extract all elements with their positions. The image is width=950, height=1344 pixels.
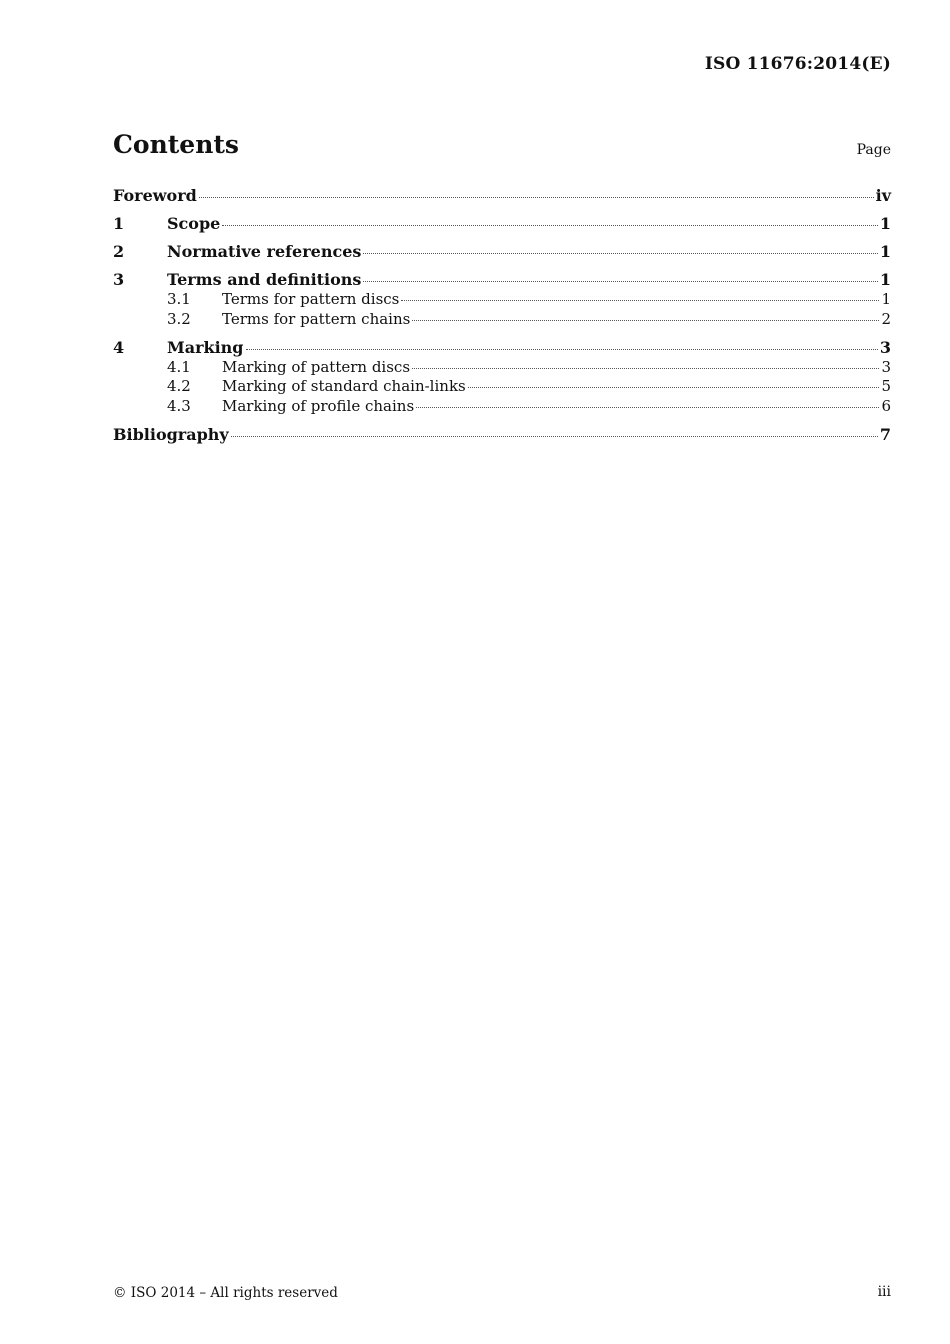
toc-entry-title: Terms and definitions — [167, 270, 362, 289]
toc-dot-leader — [412, 320, 879, 321]
document-header-id: ISO 11676:2014(E) — [704, 54, 891, 74]
toc-entry-title: Marking of pattern discs — [222, 357, 411, 376]
toc-dot-leader — [468, 387, 880, 388]
toc-entry-title: Marking — [167, 337, 244, 357]
toc-dot-leader — [416, 407, 879, 408]
toc-entry-number: 1 — [113, 214, 125, 233]
toc-entry-marking-of-profile-chains[interactable] — [113, 397, 891, 425]
toc-dot-leader — [199, 197, 874, 198]
toc-entry-foreword[interactable] — [113, 186, 891, 214]
toc-entry-page: 7 — [879, 424, 891, 444]
toc-entry-number: 4.2 — [167, 377, 191, 395]
page-column-label: Page — [856, 142, 891, 158]
toc-entry-title: Bibliography — [113, 424, 229, 444]
footer-page-number: iii — [877, 1284, 891, 1300]
toc-entry-bibliography[interactable] — [113, 425, 891, 453]
toc-dot-leader — [363, 253, 877, 254]
toc-entry-number: 4 — [113, 337, 125, 357]
toc-entry-number: 3.2 — [167, 309, 191, 328]
toc-dot-leader — [401, 300, 879, 301]
toc-entry-normative-references[interactable] — [113, 242, 891, 270]
toc-entry-scope[interactable] — [113, 214, 891, 242]
toc-entry-page: 6 — [881, 396, 891, 415]
toc-entry-number: 3 — [113, 270, 125, 289]
toc-entry-title: Foreword — [113, 186, 197, 205]
toc-dot-leader — [246, 349, 878, 350]
toc-entry-page: 2 — [881, 309, 891, 328]
toc-entry-terms-for-pattern-chains[interactable] — [113, 310, 891, 338]
toc-entry-page: 3 — [879, 337, 891, 357]
toc-entry-page: 1 — [879, 242, 891, 261]
toc-dot-leader — [222, 225, 878, 226]
toc-dot-leader — [231, 436, 878, 437]
toc-entry-page: 1 — [879, 214, 891, 233]
toc-entry-terms-and-definitions[interactable] — [113, 270, 891, 290]
toc-entry-title: Marking of profile chains — [222, 396, 415, 415]
toc-entry-number: 4.1 — [167, 357, 191, 376]
table-of-contents — [113, 186, 891, 453]
toc-entry-number: 2 — [113, 242, 125, 261]
toc-entry-page: iv — [875, 186, 891, 205]
toc-entry-page: 1 — [879, 270, 891, 289]
toc-entry-page: 5 — [881, 377, 891, 395]
toc-entry-title: Scope — [167, 214, 221, 233]
contents-heading — [113, 130, 891, 166]
toc-entry-number: 4.3 — [167, 396, 191, 415]
toc-entry-page: 3 — [881, 357, 891, 376]
toc-entry-marking-of-standard-chain-links[interactable] — [113, 377, 891, 397]
toc-entry-marking[interactable] — [113, 338, 891, 358]
toc-dot-leader — [363, 281, 877, 282]
toc-entry-title: Marking of standard chain-links — [222, 377, 466, 395]
toc-entry-terms-for-pattern-discs[interactable] — [113, 290, 891, 310]
footer-copyright: © ISO 2014 – All rights reserved — [113, 1285, 338, 1301]
toc-dot-leader — [412, 368, 879, 369]
toc-entry-title: Terms for pattern discs — [222, 290, 400, 308]
toc-entry-number: 3.1 — [167, 290, 191, 308]
contents-title: Contents — [113, 130, 240, 159]
toc-entry-title: Normative references — [167, 242, 362, 261]
toc-entry-title: Terms for pattern chains — [222, 309, 411, 328]
toc-entry-marking-of-pattern-discs[interactable] — [113, 358, 891, 378]
toc-entry-page: 1 — [881, 290, 891, 308]
